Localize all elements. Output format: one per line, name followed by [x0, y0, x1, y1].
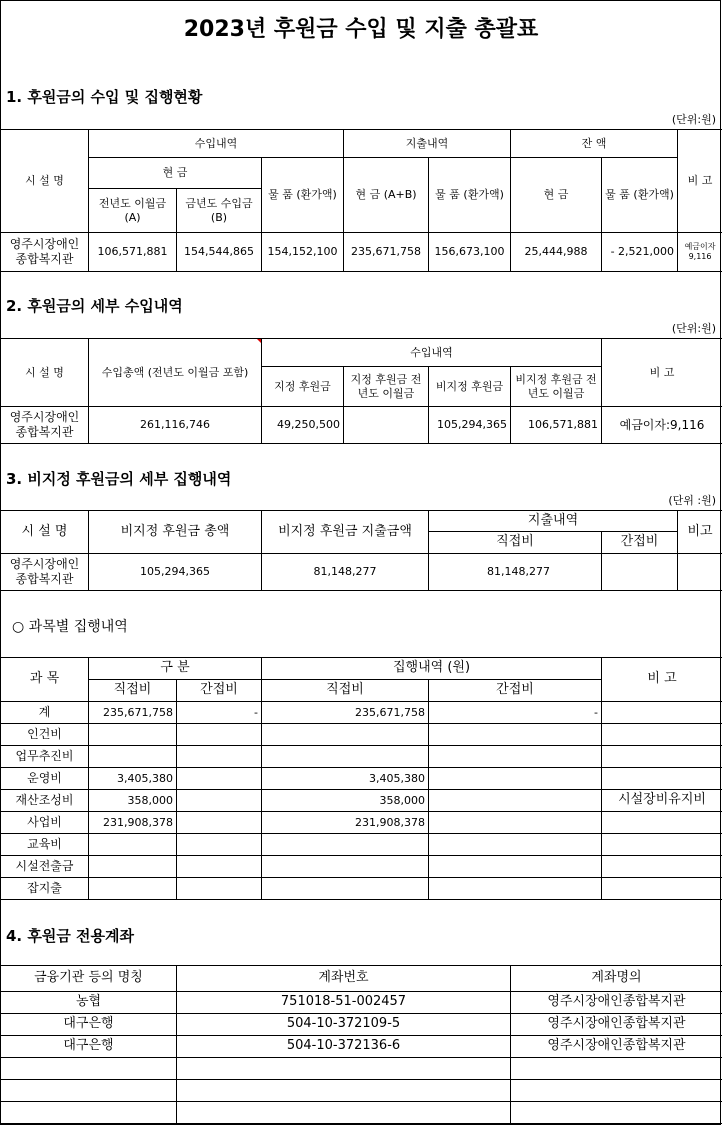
account-holder-cell: 영주시장애인종합복지관 — [511, 992, 722, 1014]
subject-row — [1, 878, 722, 900]
section-3-heading: 3. 비지정 후원금의 세부 집행내역 — [6, 470, 232, 488]
cell-prev: 106,571,881 — [89, 233, 177, 272]
header-nondesignated: 비지정 후원금 — [429, 367, 511, 407]
header-income: 수입내역 — [262, 339, 602, 367]
account-row — [1, 1014, 722, 1036]
bank-name-cell: 대구은행 — [1, 1036, 177, 1058]
cell-spent: 81,148,277 — [262, 554, 429, 591]
account-table — [0, 965, 722, 1124]
execution-indirect-cell — [429, 724, 602, 746]
header-category: 구 분 — [89, 658, 262, 680]
note-cell — [602, 878, 722, 900]
header-balance-goods: 물 품 (환가액) — [602, 158, 678, 233]
execution-direct-cell — [262, 856, 429, 878]
execution-direct-cell — [262, 746, 429, 768]
cell-total: 105,294,365 — [89, 554, 262, 591]
subject-row — [1, 834, 722, 856]
cell-designated-prev — [344, 407, 429, 444]
header-execution-indirect: 간접비 — [429, 680, 602, 702]
account-number-cell — [177, 1102, 511, 1124]
subject-name: 업무추진비 — [1, 746, 89, 768]
category-indirect-cell — [177, 834, 262, 856]
cell-bal-cash: 25,444,988 — [511, 233, 602, 272]
cell-curr: 154,544,865 — [177, 233, 262, 272]
header-balance: 잔 액 — [511, 130, 678, 158]
execution-direct-cell: 235,671,758 — [262, 702, 429, 724]
header-holder: 계좌명의 — [511, 966, 722, 992]
execution-direct-cell — [262, 878, 429, 900]
header-designated-prev: 지정 후원금 전년도 이월금 — [344, 367, 429, 407]
nondesignated-expense-table — [0, 510, 722, 591]
subject-row — [1, 724, 722, 746]
category-direct-cell — [89, 834, 177, 856]
header-note: 비고 — [678, 511, 722, 554]
header-category-indirect: 간접비 — [177, 680, 262, 702]
account-number-cell: 504-10-372136-6 — [177, 1036, 511, 1058]
header-indirect: 간접비 — [602, 532, 678, 554]
category-indirect-cell — [177, 856, 262, 878]
subject-row — [1, 856, 722, 878]
cell-exp-goods: 156,673,100 — [429, 233, 511, 272]
subject-name: 사업비 — [1, 812, 89, 834]
category-indirect-cell: - — [177, 702, 262, 724]
cell-indirect — [602, 554, 678, 591]
execution-indirect-cell — [429, 812, 602, 834]
execution-direct-cell: 3,405,380 — [262, 768, 429, 790]
category-direct-cell: 358,000 — [89, 790, 177, 812]
note-cell — [602, 834, 722, 856]
header-execution-direct: 직접비 — [262, 680, 429, 702]
header-cash: 현 금 — [89, 158, 262, 189]
account-number-cell: 504-10-372109-5 — [177, 1014, 511, 1036]
section-1-unit: (단위:원) — [671, 113, 716, 126]
subject-name: 운영비 — [1, 768, 89, 790]
note-cell — [602, 856, 722, 878]
category-direct-cell: 231,908,378 — [89, 812, 177, 834]
subject-row — [1, 790, 722, 812]
header-total: 수입총액 (전년도 이월금 포함) — [89, 339, 262, 407]
header-bank: 금융기관 등의 명칭 — [1, 966, 177, 992]
account-holder-cell: 영주시장애인종합복지관 — [511, 1036, 722, 1058]
header-subject: 과 목 — [1, 658, 89, 702]
bank-name-cell — [1, 1058, 177, 1080]
category-indirect-cell — [177, 790, 262, 812]
subject-row — [1, 746, 722, 768]
header-account: 계좌번호 — [177, 966, 511, 992]
category-indirect-cell — [177, 724, 262, 746]
cell-total: 261,116,746 — [89, 407, 262, 444]
account-holder-cell — [511, 1080, 722, 1102]
subject-name: 시설전출금 — [1, 856, 89, 878]
subject-name: 인건비 — [1, 724, 89, 746]
header-facility: 시 설 명 — [1, 511, 89, 554]
account-number-cell — [177, 1080, 511, 1102]
header-facility: 시 설 명 — [1, 339, 89, 407]
account-row — [1, 1058, 722, 1080]
header-total: 비지정 후원금 총액 — [89, 511, 262, 554]
header-note: 비 고 — [678, 130, 722, 233]
header-expense-cash: 현 금 (A+B) — [344, 158, 429, 233]
account-holder-cell — [511, 1102, 722, 1124]
execution-indirect-cell — [429, 834, 602, 856]
execution-indirect-cell: - — [429, 702, 602, 724]
execution-indirect-cell — [429, 790, 602, 812]
cell-nondesignated-prev: 106,571,881 — [511, 407, 602, 444]
cell-direct: 81,148,277 — [429, 554, 602, 591]
account-row — [1, 1080, 722, 1102]
execution-indirect-cell — [429, 768, 602, 790]
subject-breakdown-table — [0, 657, 722, 900]
header-execution: 집행내역 (원) — [262, 658, 602, 680]
subject-row — [1, 768, 722, 790]
cell-note: 예금이자:9,116 — [602, 407, 722, 444]
section-2-heading: 2. 후원금의 세부 수입내역 — [6, 297, 183, 315]
cell-bal-goods: - 2,521,000 — [602, 233, 678, 272]
account-holder-cell — [511, 1058, 722, 1080]
note-cell — [602, 768, 722, 790]
header-current-year: 금년도 수입금 (B) — [177, 189, 262, 233]
subject-name: 교육비 — [1, 834, 89, 856]
category-direct-cell: 3,405,380 — [89, 768, 177, 790]
cell-note — [678, 554, 722, 591]
page-title: 2023년 후원금 수입 및 지출 총괄표 — [183, 17, 539, 42]
subject-name: 재산조성비 — [1, 790, 89, 812]
header-balance-cash: 현 금 — [511, 158, 602, 233]
cell-designated: 49,250,500 — [262, 407, 344, 444]
category-indirect-cell — [177, 746, 262, 768]
bank-name-cell — [1, 1102, 177, 1124]
account-number-cell — [177, 1058, 511, 1080]
income-detail-table — [0, 338, 722, 444]
cell-nondesignated: 105,294,365 — [429, 407, 511, 444]
header-designated: 지정 후원금 — [262, 367, 344, 407]
section-4-heading: 4. 후원금 전용계좌 — [6, 927, 135, 945]
row-facility: 영주시장애인 종합복지관 — [1, 233, 89, 272]
note-cell — [602, 812, 722, 834]
execution-indirect-cell — [429, 878, 602, 900]
note-cell — [602, 724, 722, 746]
execution-direct-cell — [262, 724, 429, 746]
category-indirect-cell — [177, 768, 262, 790]
account-number-cell: 751018-51-002457 — [177, 992, 511, 1014]
note-cell — [602, 746, 722, 768]
section-1-heading: 1. 후원금의 수입 및 집행현황 — [6, 88, 203, 106]
subject-row — [1, 812, 722, 834]
bank-name-cell: 대구은행 — [1, 1014, 177, 1036]
header-goods: 물 품 (환가액) — [262, 158, 344, 233]
header-note: 비 고 — [602, 658, 722, 702]
header-expense-goods: 물 품 (환가액) — [429, 158, 511, 233]
account-row — [1, 992, 722, 1014]
execution-direct-cell: 231,908,378 — [262, 812, 429, 834]
section-3-unit: (단위 :원) — [668, 494, 716, 507]
account-row — [1, 1102, 722, 1124]
category-direct-cell — [89, 878, 177, 900]
bank-name-cell — [1, 1080, 177, 1102]
note-cell — [602, 702, 722, 724]
subject-row — [1, 702, 722, 724]
header-income: 수입내역 — [89, 130, 344, 158]
execution-direct-cell — [262, 834, 429, 856]
header-direct: 직접비 — [429, 532, 602, 554]
category-direct-cell — [89, 856, 177, 878]
header-facility: 시 설 명 — [1, 130, 89, 233]
cell-goods: 154,152,100 — [262, 233, 344, 272]
header-expense: 지출내역 — [429, 511, 678, 532]
execution-indirect-cell — [429, 856, 602, 878]
header-prev-year: 전년도 이월금 (A) — [89, 189, 177, 233]
row-facility: 영주시장애인 종합복지관 — [1, 407, 89, 444]
category-indirect-cell — [177, 878, 262, 900]
header-note: 비 고 — [602, 339, 722, 407]
cell-exp-cash: 235,671,758 — [344, 233, 429, 272]
category-direct-cell — [89, 746, 177, 768]
category-direct-cell — [89, 724, 177, 746]
execution-direct-cell: 358,000 — [262, 790, 429, 812]
header-category-direct: 직접비 — [89, 680, 177, 702]
account-row — [1, 1036, 722, 1058]
header-expense: 지출내역 — [344, 130, 511, 158]
subject-name: 계 — [1, 702, 89, 724]
execution-indirect-cell — [429, 746, 602, 768]
income-expense-summary-table — [0, 129, 722, 272]
subject-breakdown-heading: ○ 과목별 집행내역 — [12, 619, 128, 635]
note-cell: 시설장비유지비 — [602, 790, 722, 812]
subject-name: 잡지출 — [1, 878, 89, 900]
row-facility: 영주시장애인 종합복지관 — [1, 554, 89, 591]
category-indirect-cell — [177, 812, 262, 834]
section-2-unit: (단위:원) — [671, 322, 716, 335]
header-spent: 비지정 후원금 지출금액 — [262, 511, 429, 554]
category-direct-cell: 235,671,758 — [89, 702, 177, 724]
header-nondesignated-prev: 비지정 후원금 전년도 이월금 — [511, 367, 602, 407]
bank-name-cell: 농협 — [1, 992, 177, 1014]
cell-note: 예금이자 9,116 — [678, 233, 722, 272]
account-holder-cell: 영주시장애인종합복지관 — [511, 1014, 722, 1036]
